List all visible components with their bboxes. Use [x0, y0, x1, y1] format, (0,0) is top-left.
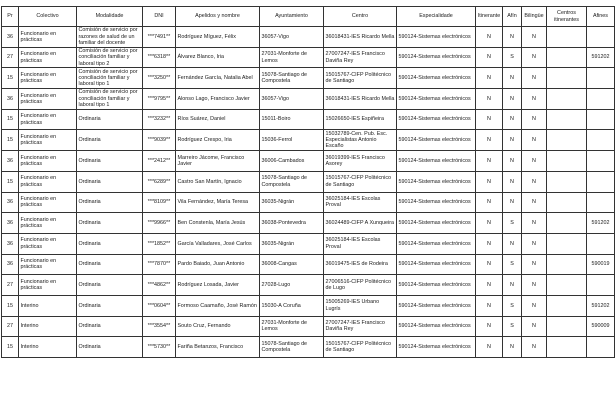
cell-afin: N [503, 130, 522, 151]
cell-dni: ***9966** [143, 213, 176, 234]
cell-centro: 15015767-CIFP Politécnico de Santiago [324, 171, 397, 192]
table-row [2, 171, 615, 192]
cell-afines [587, 337, 615, 358]
cell-bilingue: N [522, 254, 547, 275]
cell-afin: N [503, 233, 522, 254]
cell-afin: S [503, 316, 522, 337]
cell-nombre: Álvarez Blanco, Iria [176, 47, 260, 68]
cell-centro: 36019399-IES Francisco Asorey [324, 151, 397, 172]
cell-bilingue: N [522, 68, 547, 89]
cell-itinerante: N [476, 27, 503, 48]
cell-itinerante: N [476, 130, 503, 151]
cell-centro: 36018431-IES Ricardo Mella [324, 89, 397, 110]
cell-centros-itinerantes [547, 89, 587, 110]
table-row [2, 275, 615, 296]
cell-centros-itinerantes [547, 233, 587, 254]
column-header-pr: Pr [2, 7, 19, 27]
cell-pr: 36 [2, 213, 19, 234]
cell-especialidade: 590124-Sistemas electrónicos [397, 337, 476, 358]
cell-itinerante: N [476, 337, 503, 358]
cell-ayuntamiento: 27031-Monforte de Lemos [260, 47, 324, 68]
cell-ayuntamiento: 27028-Lugo [260, 275, 324, 296]
cell-dni: ***7491** [143, 27, 176, 48]
cell-modalidade: Comisión de servicio por razones de salud de un familiar del docente [77, 27, 143, 48]
cell-afines: 591202 [587, 213, 615, 234]
cell-afin: N [503, 275, 522, 296]
cell-afines [587, 109, 615, 130]
cell-pr: 36 [2, 27, 19, 48]
cell-afines: 591202 [587, 295, 615, 316]
cell-nombre: Rodríguez Losada, Javier [176, 275, 260, 296]
cell-dni: ***3232** [143, 109, 176, 130]
cell-modalidade: Ordinaria [77, 192, 143, 213]
cell-nombre: Ben Constenla, María Jesús [176, 213, 260, 234]
cell-ayuntamiento: 15030-A Coruña [260, 295, 324, 316]
table-row [2, 213, 615, 234]
cell-nombre: Alonso Lago, Francisco Javier [176, 89, 260, 110]
cell-nombre: García Valladares, José Carlos [176, 233, 260, 254]
cell-ayuntamiento: 15078-Santiago de Compostela [260, 171, 324, 192]
cell-dni: ***0604** [143, 295, 176, 316]
cell-itinerante: N [476, 171, 503, 192]
table-row [2, 233, 615, 254]
cell-nombre: Rodríguez Míguez, Félix [176, 27, 260, 48]
cell-dni: ***3250** [143, 68, 176, 89]
cell-ayuntamiento: 36006-Cambados [260, 151, 324, 172]
cell-colectivo: Interino [19, 295, 77, 316]
cell-centro: 36019475-IES de Rodeira [324, 254, 397, 275]
cell-modalidade: Ordinaria [77, 130, 143, 151]
table-row [2, 151, 615, 172]
cell-afin: N [503, 27, 522, 48]
cell-pr: 15 [2, 130, 19, 151]
header-row [2, 7, 615, 27]
table-row [2, 109, 615, 130]
cell-centros-itinerantes [547, 337, 587, 358]
column-header-ayuntamiento: Ayuntamiento [260, 7, 324, 27]
cell-bilingue: N [522, 192, 547, 213]
cell-itinerante: N [476, 213, 503, 234]
cell-afines [587, 233, 615, 254]
cell-colectivo: Funcionario en prácticas [19, 171, 77, 192]
cell-centros-itinerantes [547, 295, 587, 316]
cell-ayuntamiento: 36057-Vigo [260, 27, 324, 48]
cell-centros-itinerantes [547, 68, 587, 89]
column-header-centro: Centro [324, 7, 397, 27]
cell-centros-itinerantes [547, 192, 587, 213]
cell-centro: 36024489-CIFP A Xunqueira [324, 213, 397, 234]
cell-colectivo: Funcionario en prácticas [19, 89, 77, 110]
cell-ayuntamiento: 36035-Nigrán [260, 192, 324, 213]
table-row [2, 337, 615, 358]
column-header-afin: Afín [503, 7, 522, 27]
cell-modalidade: Ordinaria [77, 337, 143, 358]
table-row [2, 295, 615, 316]
cell-bilingue: N [522, 130, 547, 151]
cell-nombre: Pardo Baiado, Juan Antonio [176, 254, 260, 275]
cell-itinerante: N [476, 316, 503, 337]
cell-modalidade: Comisión de servicio por conciliación familiar y laboral tipo 1 [77, 68, 143, 89]
cell-colectivo: Funcionario en prácticas [19, 109, 77, 130]
cell-afines [587, 275, 615, 296]
cell-ayuntamiento: 15078-Santiago de Compostela [260, 68, 324, 89]
cell-pr: 36 [2, 254, 19, 275]
cell-colectivo: Funcionario en prácticas [19, 130, 77, 151]
cell-bilingue: N [522, 109, 547, 130]
cell-nombre: Rodríguez Crespo, Iria [176, 130, 260, 151]
cell-pr: 36 [2, 192, 19, 213]
cell-itinerante: N [476, 233, 503, 254]
cell-ayuntamiento: 15078-Santiago de Compostela [260, 337, 324, 358]
cell-itinerante: N [476, 254, 503, 275]
cell-centro: 27006516-CIFP Politécnico de Lugo [324, 275, 397, 296]
table-body [2, 27, 615, 358]
cell-bilingue: N [522, 295, 547, 316]
cell-centros-itinerantes [547, 275, 587, 296]
cell-itinerante: N [476, 192, 503, 213]
cell-afines [587, 151, 615, 172]
cell-colectivo: Interino [19, 337, 77, 358]
cell-colectivo: Funcionario en prácticas [19, 275, 77, 296]
cell-especialidade: 590124-Sistemas electrónicos [397, 316, 476, 337]
cell-pr: 27 [2, 275, 19, 296]
cell-colectivo: Funcionario en prácticas [19, 151, 77, 172]
cell-centro: 15005269-IES Urbano Lugrís [324, 295, 397, 316]
cell-dni: ***9039** [143, 130, 176, 151]
column-header-nombre: Apelidos y nombre [176, 7, 260, 27]
cell-nombre: Castro San Martín, Ignacio [176, 171, 260, 192]
cell-colectivo: Interino [19, 316, 77, 337]
cell-modalidade: Ordinaria [77, 213, 143, 234]
cell-ayuntamiento: 36035-Nigrán [260, 233, 324, 254]
cell-ayuntamiento: 36057-Vigo [260, 89, 324, 110]
cell-bilingue: N [522, 89, 547, 110]
cell-afin: N [503, 109, 522, 130]
cell-pr: 27 [2, 47, 19, 68]
column-header-centros-itinerantes: Centros itinerantes [547, 7, 587, 27]
cell-dni: ***4862** [143, 275, 176, 296]
cell-afin: S [503, 47, 522, 68]
table-row [2, 254, 615, 275]
cell-afines [587, 171, 615, 192]
cell-colectivo: Funcionario en prácticas [19, 192, 77, 213]
cell-modalidade: Ordinaria [77, 233, 143, 254]
cell-afin: N [503, 151, 522, 172]
cell-bilingue: N [522, 27, 547, 48]
cell-especialidade: 590124-Sistemas electrónicos [397, 89, 476, 110]
cell-modalidade: Comisión de servicio por conciliación familiar y laboral tipo 1 [77, 89, 143, 110]
cell-nombre: Formoso Caamaño, José Ramón [176, 295, 260, 316]
cell-especialidade: 590124-Sistemas electrónicos [397, 130, 476, 151]
cell-centros-itinerantes [547, 316, 587, 337]
cell-centro: 15026650-IES Espiñeira [324, 109, 397, 130]
table-row [2, 47, 615, 68]
cell-modalidade: Ordinaria [77, 295, 143, 316]
cell-nombre: Marreiro Jácome, Francisco Javier [176, 151, 260, 172]
cell-colectivo: Funcionario en prácticas [19, 47, 77, 68]
cell-pr: 15 [2, 337, 19, 358]
cell-dni: ***8109** [143, 192, 176, 213]
cell-dni: ***7870** [143, 254, 176, 275]
cell-pr: 36 [2, 151, 19, 172]
cell-dni: ***3554** [143, 316, 176, 337]
cell-nombre: Souto Cruz, Fernando [176, 316, 260, 337]
cell-centros-itinerantes [547, 171, 587, 192]
column-header-afines: Afines [587, 7, 615, 27]
cell-afin: N [503, 337, 522, 358]
cell-afin: S [503, 295, 522, 316]
column-header-modalidade: Modalidade [77, 7, 143, 27]
cell-modalidade: Comisión de servicio por conciliación familiar y laboral tipo 2 [77, 47, 143, 68]
cell-bilingue: N [522, 337, 547, 358]
cell-centros-itinerantes [547, 130, 587, 151]
cell-centro: 36018431-IES Ricardo Mella [324, 27, 397, 48]
cell-afin: N [503, 192, 522, 213]
cell-pr: 15 [2, 68, 19, 89]
cell-centro: 27007247-IES Francisco Daviña Rey [324, 47, 397, 68]
cell-pr: 36 [2, 233, 19, 254]
cell-afines [587, 192, 615, 213]
cell-afin: N [503, 171, 522, 192]
cell-bilingue: N [522, 47, 547, 68]
cell-ayuntamiento: 15036-Ferrol [260, 130, 324, 151]
cell-pr: 36 [2, 89, 19, 110]
cell-bilingue: N [522, 213, 547, 234]
cell-afin: N [503, 68, 522, 89]
cell-dni: ***5730** [143, 337, 176, 358]
cell-especialidade: 590124-Sistemas electrónicos [397, 171, 476, 192]
cell-especialidade: 590124-Sistemas electrónicos [397, 27, 476, 48]
column-header-bilingue: Bilingüe [522, 7, 547, 27]
cell-ayuntamiento: 15011-Boiro [260, 109, 324, 130]
cell-colectivo: Funcionario en prácticas [19, 68, 77, 89]
cell-itinerante: N [476, 275, 503, 296]
cell-especialidade: 590124-Sistemas electrónicos [397, 254, 476, 275]
cell-ayuntamiento: 27031-Monforte de Lemos [260, 316, 324, 337]
cell-centro: 15032789-Cen. Pub. Esc. Especialistas Antonio Escaño [324, 130, 397, 151]
cell-modalidade: Ordinaria [77, 316, 143, 337]
cell-itinerante: N [476, 109, 503, 130]
cell-itinerante: N [476, 151, 503, 172]
cell-bilingue: N [522, 316, 547, 337]
cell-centros-itinerantes [547, 109, 587, 130]
cell-modalidade: Ordinaria [77, 275, 143, 296]
cell-pr: 15 [2, 295, 19, 316]
cell-colectivo: Funcionario en prácticas [19, 27, 77, 48]
cell-dni: ***2412** [143, 151, 176, 172]
cell-centro: 27007247-IES Francisco Daviña Rey [324, 316, 397, 337]
cell-afines [587, 89, 615, 110]
cell-colectivo: Funcionario en prácticas [19, 213, 77, 234]
cell-centro: 36025184-IES Escolas Proval [324, 233, 397, 254]
cell-afin: S [503, 254, 522, 275]
cell-afin: S [503, 213, 522, 234]
column-header-itinerante: Itinerante [476, 7, 503, 27]
table-row [2, 316, 615, 337]
cell-pr: 15 [2, 109, 19, 130]
cell-modalidade: Ordinaria [77, 151, 143, 172]
table-row [2, 130, 615, 151]
cell-bilingue: N [522, 233, 547, 254]
cell-afines: 590009 [587, 316, 615, 337]
cell-centros-itinerantes [547, 254, 587, 275]
assignment-table [1, 6, 615, 358]
cell-especialidade: 590124-Sistemas electrónicos [397, 275, 476, 296]
column-header-dni: DNI [143, 7, 176, 27]
cell-especialidade: 590124-Sistemas electrónicos [397, 109, 476, 130]
cell-centros-itinerantes [547, 213, 587, 234]
cell-colectivo: Funcionario en prácticas [19, 233, 77, 254]
cell-itinerante: N [476, 295, 503, 316]
cell-centro: 15015767-CIFP Politécnico de Santiago [324, 337, 397, 358]
cell-itinerante: N [476, 47, 503, 68]
cell-ayuntamiento: 36008-Cangas [260, 254, 324, 275]
cell-centros-itinerantes [547, 151, 587, 172]
cell-nombre: Fernández García, Natalia Abel [176, 68, 260, 89]
cell-itinerante: N [476, 89, 503, 110]
cell-nombre: Ríos Suárez, Daniel [176, 109, 260, 130]
column-header-colectivo: Colectivo [19, 7, 77, 27]
cell-ayuntamiento: 36038-Pontevedra [260, 213, 324, 234]
cell-itinerante: N [476, 68, 503, 89]
table-row [2, 27, 615, 48]
cell-especialidade: 590124-Sistemas electrónicos [397, 213, 476, 234]
table-row [2, 192, 615, 213]
cell-especialidade: 590124-Sistemas electrónicos [397, 151, 476, 172]
cell-afines: 591202 [587, 47, 615, 68]
cell-bilingue: N [522, 171, 547, 192]
cell-afines: 590019 [587, 254, 615, 275]
cell-especialidade: 590124-Sistemas electrónicos [397, 47, 476, 68]
cell-centros-itinerantes [547, 47, 587, 68]
cell-afines [587, 68, 615, 89]
cell-modalidade: Ordinaria [77, 109, 143, 130]
cell-dni: ***1852** [143, 233, 176, 254]
cell-especialidade: 590124-Sistemas electrónicos [397, 192, 476, 213]
cell-nombre: Vila Fernández, María Teresa [176, 192, 260, 213]
cell-dni: ***6318** [143, 47, 176, 68]
cell-modalidade: Ordinaria [77, 254, 143, 275]
cell-pr: 15 [2, 171, 19, 192]
cell-colectivo: Funcionario en prácticas [19, 254, 77, 275]
table-row [2, 68, 615, 89]
cell-especialidade: 590124-Sistemas electrónicos [397, 233, 476, 254]
cell-afines [587, 27, 615, 48]
cell-afines [587, 130, 615, 151]
cell-modalidade: Ordinaria [77, 171, 143, 192]
table-row [2, 89, 615, 110]
cell-pr: 27 [2, 316, 19, 337]
cell-centro: 36025184-IES Escolas Proval [324, 192, 397, 213]
cell-nombre: Fariña Betanzos, Francisco [176, 337, 260, 358]
cell-especialidade: 590124-Sistemas electrónicos [397, 68, 476, 89]
column-header-especialidade: Especialidade [397, 7, 476, 27]
cell-centros-itinerantes [547, 27, 587, 48]
cell-afin: N [503, 89, 522, 110]
cell-bilingue: N [522, 151, 547, 172]
cell-especialidade: 590124-Sistemas electrónicos [397, 295, 476, 316]
cell-dni: ***9795** [143, 89, 176, 110]
cell-bilingue: N [522, 275, 547, 296]
cell-dni: ***6289** [143, 171, 176, 192]
cell-centro: 15015767-CIFP Politécnico de Santiago [324, 68, 397, 89]
